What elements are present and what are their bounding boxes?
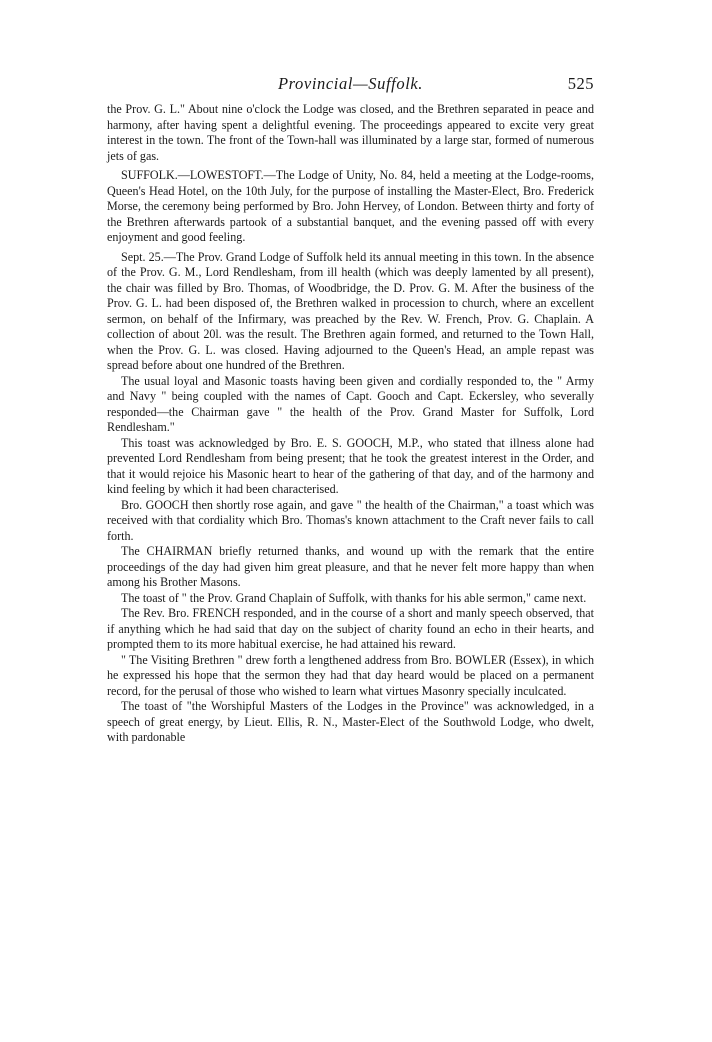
paragraph-continuation: the Prov. G. L." About nine o'clock the Lodge was closed, and the Brethren separated in peace and harmony, after having spent a delightful evening. The proceedings appeared to excite very great interest in the town. The front of the Town-hall was illuminated by a large star, formed of numerous jets of gas.	[107, 102, 594, 163]
page-header	[107, 70, 594, 96]
paragraph-visiting-brethren: " The Visiting Brethren " drew forth a lengthened address from Bro. BOWLER (Essex), in which he expressed his hope that the sermon they had that day heard would be placed on a permanent record, for the perusal of those who wished to learn what virtues Masonry specially inculcated.	[107, 652, 594, 698]
paragraph-worshipful-masters: The toast of "the Worshipful Masters of the Lodges in the Province" was acknowledged, in a speech of great energy, by Lieut. Ellis, R. N., Master-Elect of the Southwold Lodge, who dwelt, with pardonable	[107, 699, 594, 744]
paragraph-loyal-toasts: The usual loyal and Masonic toasts having been given and cordially responded to, the " Army and Navy " being coupled with the names of Capt. Gooch and Capt. Eckersley, who severally responded—the Chairman gave " the health of the Prov. Grand Master for Suffolk, Lord Rendlesham."	[107, 373, 594, 434]
page-number: 525	[567, 74, 594, 93]
paragraph-chairman: The CHAIRMAN briefly returned thanks, and wound up with the remark that the entire proceedings of the day had given him great pleasure, and that he never felt more happy than when among his Brother Masons.	[107, 544, 594, 589]
paragraph-gooch-acknowledged: This toast was acknowledged by Bro. E. S. GOOCH, M.P., who stated that illness alone had prevented Lord Rendlesham from being present; that he took the greatest interest in the Order, and that it would rejoice his Masonic heart to hear of the gathering of that day, and of the harmony and kind feeling by which it had been characterised.	[107, 435, 594, 496]
paragraph-gooch-rose: Bro. GOOCH then shortly rose again, and gave " the health of the Chairman," a toast which was received with that cordiality which Bro. Thomas's known attachment to the Craft never fails to call forth.	[107, 497, 594, 543]
book-page	[107, 70, 594, 746]
running-title: Provincial—Suffolk.	[277, 74, 424, 93]
paragraph-sept-25: Sept. 25.—The Prov. Grand Lodge of Suffolk held its annual meeting in this town. In the absence of the Prov. G. M., Lord Rendlesham, from ill health (which was deeply lamented by all present), the chair was filled by Bro. Thomas, of Woodbridge, the D. Prov. G. M. After the business of the Prov. G. L. had been disposed of, the Brethren walked in procession to church, where an excellent sermon, on behalf of the Infirmary, was preached by the Rev. W. French, Prov. G. Chaplain. A collection of about 20l. was the result. The Brethren again formed, and returned to the Town Hall, when the Prov. G. L. was closed. Having adjourned to the Queen's Head, an ample repast was spread before about one hundred of the Brethren.	[107, 249, 594, 372]
paragraph-suffolk-lowestoft: SUFFOLK.—LOWESTOFT.—The Lodge of Unity, No. 84, held a meeting at the Lodge-rooms, Queen's Head Hotel, on the 10th July, for the purpose of installing the Master-Elect, Bro. Frederick Morse, the ceremony being performed by Bro. John Hervey, of London. Between thirty and forty of the Brethren afterwards partook of a substantial banquet, and the evening passed off with every enjoyment and good feeling.	[107, 168, 594, 244]
paragraph-chaplain-toast: The toast of " the Prov. Grand Chaplain of Suffolk, with thanks for his able sermon," came next.	[121, 590, 587, 605]
paragraph-french-responded: The Rev. Bro. FRENCH responded, and in the course of a short and manly speech observed, that if anything which he had said that day on the subject of charity found an echo in their hearts, and prompted them to its more habitual exercise, he had attained his reward.	[107, 606, 594, 651]
